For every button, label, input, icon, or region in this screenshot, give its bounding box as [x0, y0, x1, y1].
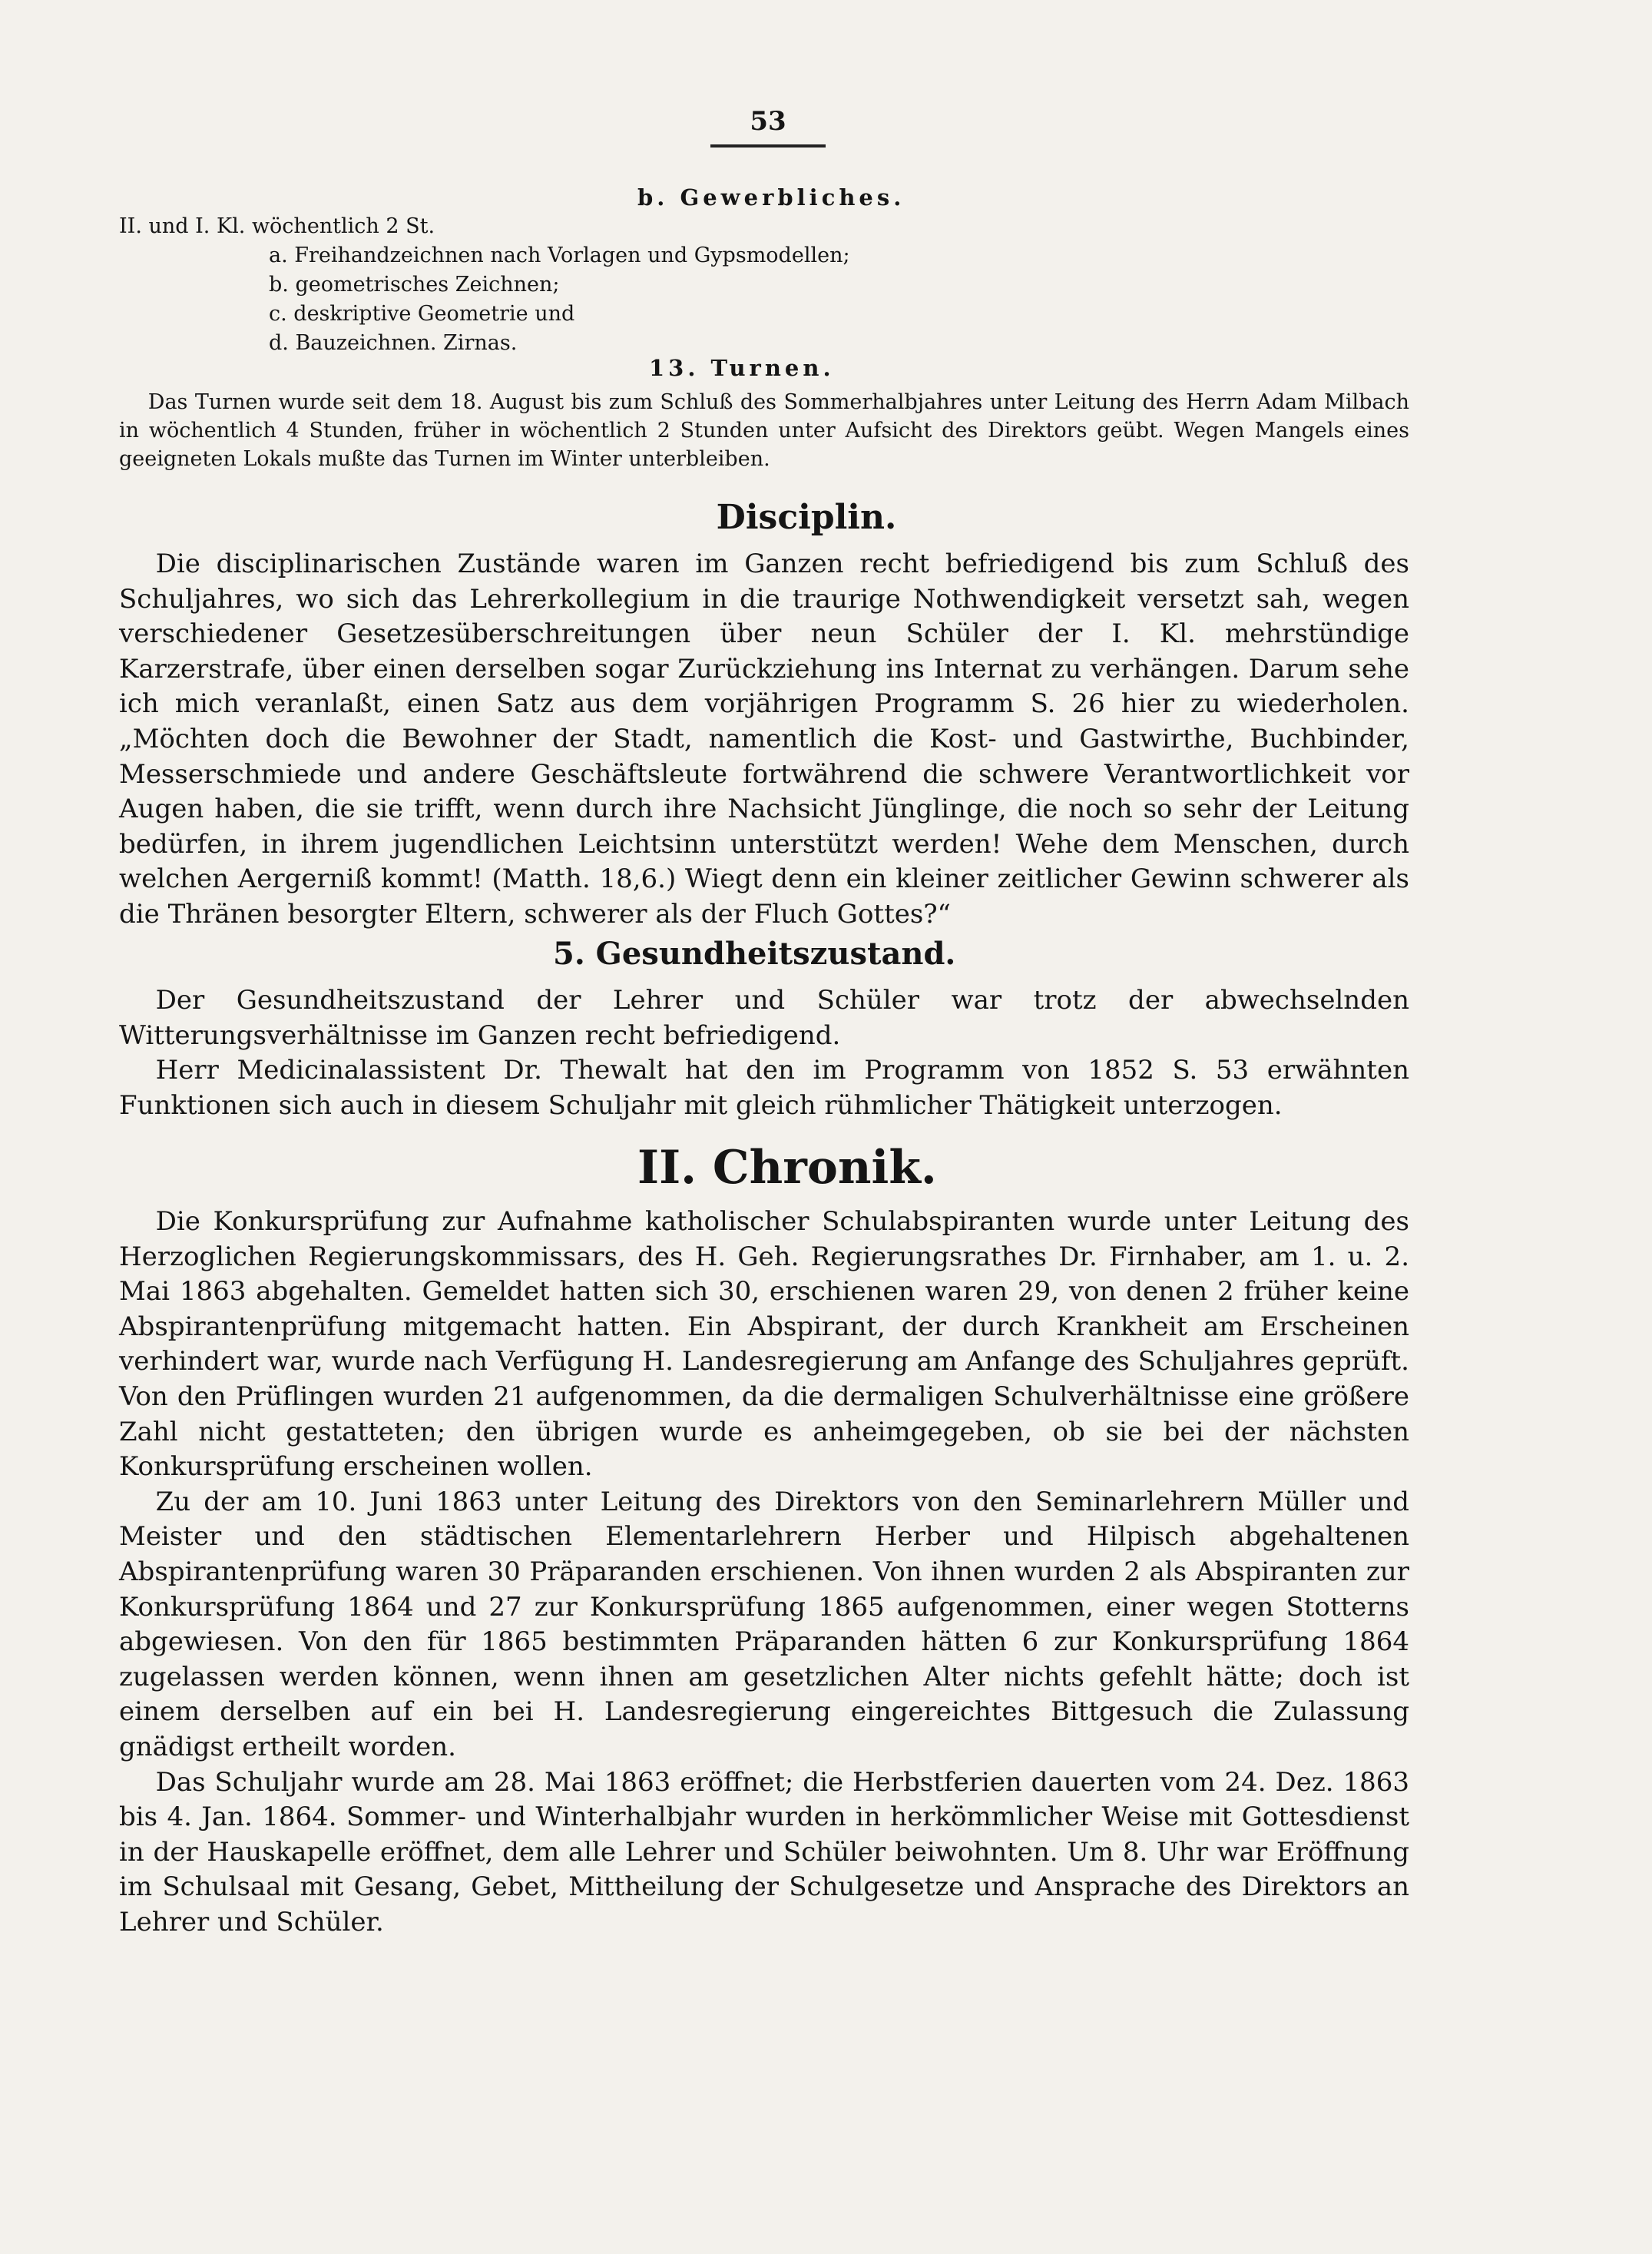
page-number-rule	[710, 144, 826, 148]
turnen-paragraph	[119, 388, 1409, 473]
chronik-heading: II. Chronik.	[637, 1141, 937, 1195]
gesundheit-paragraph: Herr Medicinalassistent Dr. Thewalt hat den im Programm von 1852 S. 53 erwähnten Funktionen sich auch in diesem Schuljahr mit gleich rühmlicher Thätigkeit unterzogen.	[119, 1055, 1409, 1121]
turnen-heading: 13. Turnen.	[649, 355, 835, 381]
page-number: 53	[750, 106, 786, 137]
chronik-paragraph: Das Schuljahr wurde am 28. Mai 1863 eröffnet; die Herbstferien dauerten vom 24. Dez. 1863 bis 4. Jan. 1864. Sommer- und Winterhalbjahr wurden in herkömmlicher Weise mit Gottesdienst in der Hauskapelle eröffnet, dem alle Lehrer und Schüler beiwohnten. Um 8. Uhr war Eröffnung im Schulsaal mit Gesang, Gebet, Mittheilung der Schulgesetze und Ansprache des Direktors an Lehrer und Schüler.	[119, 1766, 1409, 1937]
chronik-paragraphs	[119, 1205, 1409, 1940]
chronik-paragraph: Die Konkursprüfung zur Aufnahme katholischer Schulabspiranten wurde unter Leitung des Herzoglichen Regierungskommissars, des H. Geh. Regierungsrathes Dr. Firnhaber, am 1. u. 2. Mai 1863 abgehalten. Gemeldet hatten sich 30, erschienen waren 29, von denen 2 früher keine Abspirantenprüfung mitgemacht hatten. Ein Abspirant, der durch Krankheit am Erscheinen verhindert war, wurde nach Verfügung H. Landesregierung am Anfange des Schuljahres geprüft. Von den Prüflingen wurden 21 aufgenommen, da die dermaligen Schulverhältnisse eine größere Zahl nicht gestatteten; den übrigen wurde es anheimgegeben, ob sie bei der nächsten Konkursprüfung erscheinen wollen.	[119, 1206, 1409, 1483]
gesundheit-heading: 5. Gesundheitszustand.	[553, 936, 956, 972]
disziplin-heading: Disciplin.	[716, 498, 897, 537]
chronik-paragraph: Zu der am 10. Juni 1863 unter Leitung des Direktors von den Seminarlehrern Müller und Meister und den städtischen Elementarlehrern Herber und Hilpisch abgehaltenen Abspirantenprüfung waren 30 Präparanden erschienen. Von ihnen wurden 2 als Abspiranten zur Konkursprüfung 1864 und 27 zur Konkursprüfung 1865 aufgenommen, einer wegen Stotterns abgewiesen. Von den für 1865 bestimmten Präparanden hätten 6 zur Konkursprüfung 1864 zugelassen werden können, wenn ihnen am gesetzlichen Alter nichts gefehlt hätte; doch ist einem derselben auf ein bei H. Landesregierung eingereichtes Bittgesuch die Zulassung gnädigst ertheilt worden.	[119, 1486, 1409, 1762]
disziplin-paragraph	[119, 547, 1409, 933]
gewerbe-line: b. geometrisches Zeichnen;	[269, 273, 560, 297]
gewerbe-line: II. und I. Kl. wöchentlich 2 St.	[119, 214, 435, 238]
gewerbe-line: d. Bauzeichnen. Zirnas.	[269, 331, 518, 355]
disziplin-text: Die disciplinarischen Zustände waren im Ganzen recht befriedigend bis zum Schluß des Schuljahres, wo sich das Lehrerkollegium in die traurige Nothwendigkeit versetzt sah, wegen verschiedener Gesetzesüberschreitungen über neun Schüler der I. Kl. mehrstündige Karzerstrafe, über einen derselben sogar Zurückziehung ins Internat zu verhängen. Darum sehe ich mich veranlaßt, einen Satz aus dem vorjährigen Programm S. 26 hier zu wiederholen. „Möchten doch die Bewohner der Stadt, namentlich die Kost- und Gastwirthe, Buchbinder, Messerschmiede und andere Geschäftsleute fortwährend die schwere Verantwortlichkeit vor Augen haben, die sie trifft, wenn durch ihre Nachsicht Jünglinge, die noch so sehr der Leitung bedürfen, in ihrem jugendlichen Leichtsinn unterstützt werden! Wehe dem Menschen, durch welchen Aergerniß kommt! (Matth. 18,6.) Wiegt denn ein kleiner zeitlicher Gewinn schwerer als die Thränen besorgter Eltern, schwerer als der Fluch Gottes?“	[119, 549, 1409, 930]
turnen-text: Das Turnen wurde seit dem 18. August bis zum Schluß des Sommerhalbjahres unter Leitung des Herrn Adam Milbach in wöchentlich 4 Stunden, früher in wöchentlich 2 Stunden unter Aufsicht des Direktors geübt. Wegen Mangels eines geeigneten Lokals mußte das Turnen im Winter unterbleiben.	[119, 390, 1409, 471]
gewerbe-line: a. Freihandzeichnen nach Vorlagen und Gypsmodellen;	[269, 244, 850, 267]
gewerbe-line: c. deskriptive Geometrie und	[269, 302, 575, 326]
gesundheit-paragraph: Der Gesundheitszustand der Lehrer und Schüler war trotz der abwechselnden Witterungsverhältnisse im Ganzen recht befriedigend.	[119, 985, 1409, 1051]
gesundheit-paragraphs	[119, 983, 1409, 1123]
gewerbe-heading: b. Gewerbliches.	[637, 184, 905, 210]
